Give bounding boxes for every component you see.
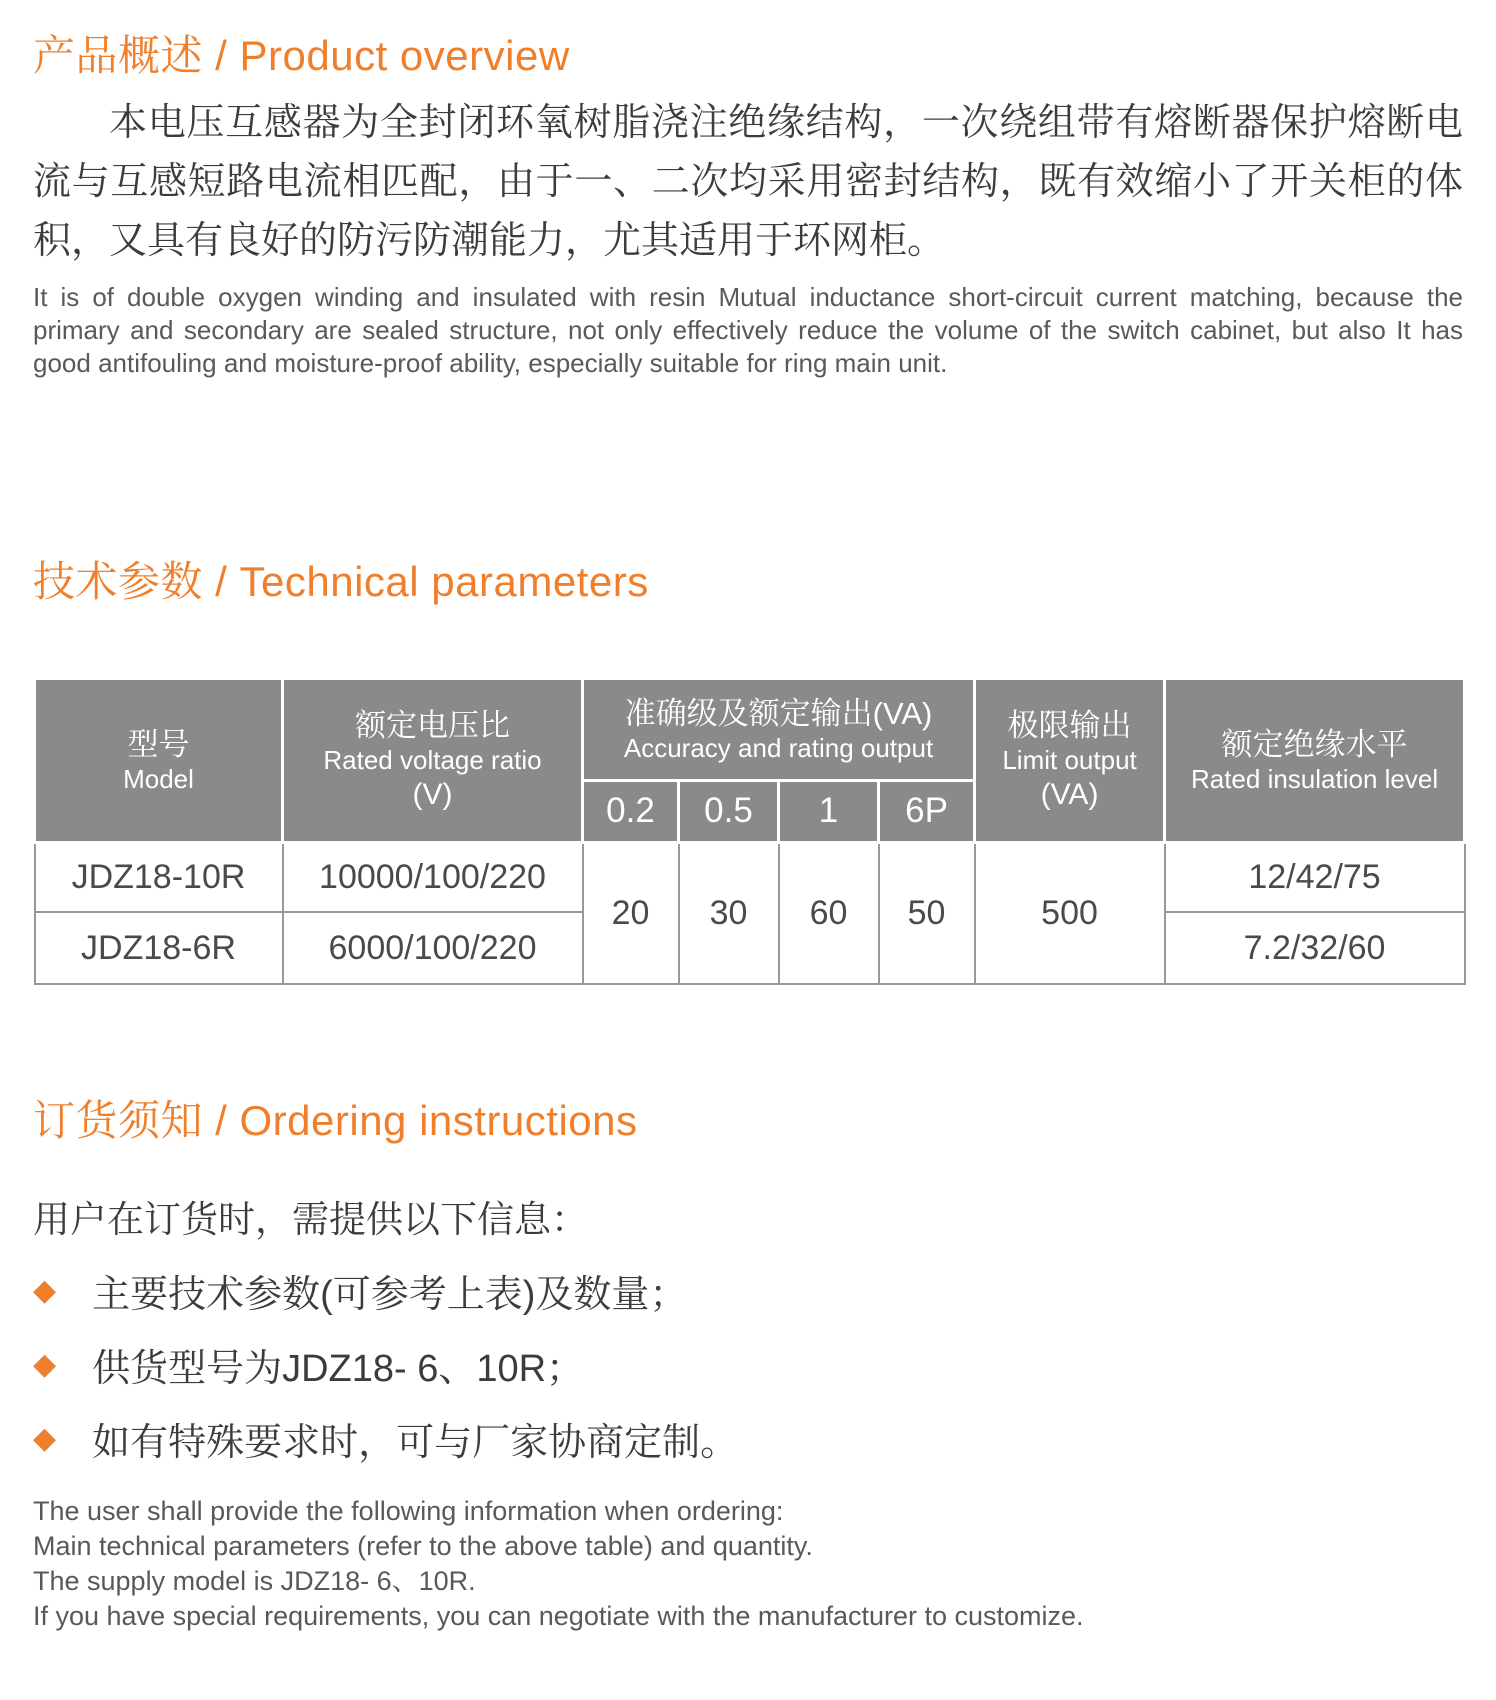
- accuracy-output-cell-6P: 50: [879, 842, 975, 984]
- col-header-accuracy: [583, 678, 975, 780]
- col-header-model-cn: 型号: [127, 726, 190, 762]
- accuracy-class-1: 1: [779, 780, 879, 842]
- overview-text-en: It is of double oxygen winding and insulated with resin Mutual inductance short-circuit current matching, because the primary and secondary are sealed structure, not only effectively reduce the volume of the switch cabinet, but also It has good antifouling and moisture-proof ability, especially suitable for ring main unit.: [33, 282, 1463, 379]
- col-header-limit-cn: 极限输出: [1007, 708, 1132, 744]
- product-overview-heading: 产品概述 / Product overview: [33, 32, 570, 79]
- col-header-accuracy-en: Accuracy and rating output: [623, 732, 934, 763]
- diamond-bullet-icon: ◆: [33, 1348, 57, 1382]
- list-item: [33, 1411, 1463, 1466]
- table-row: [35, 842, 1465, 912]
- col-header-insulation-en: Rated insulation level: [1190, 763, 1439, 794]
- ordering-en-line: The user shall provide the following information when ordering:: [33, 1496, 784, 1527]
- technical-parameters-heading: 技术参数 / Technical parameters: [33, 558, 649, 606]
- bullet-text: 供货型号为JDZ18- 6、10R；: [92, 1348, 585, 1391]
- ratio-cell: 6000/100/220: [283, 912, 583, 984]
- ratio-cell: 10000/100/220: [283, 842, 583, 912]
- col-header-ratio-unit: (V): [412, 777, 453, 811]
- col-header-insulation: [1165, 678, 1465, 842]
- accuracy-class-6P: 6P: [879, 780, 975, 842]
- model-cell: JDZ18-6R: [35, 912, 283, 984]
- bullet-text: 主要技术参数(可参考上表)及数量；: [92, 1274, 688, 1317]
- ordering-en-line: Main technical parameters (refer to the above table) and quantity.: [33, 1531, 813, 1562]
- model-cell: JDZ18-10R: [35, 842, 283, 912]
- col-header-model-en: Model: [123, 763, 194, 794]
- col-header-limit-unit: (VA): [1040, 777, 1099, 811]
- technical-parameters-section: [33, 558, 1463, 985]
- insulation-cell: 7.2/32/60: [1165, 912, 1465, 984]
- ordering-text-en: [33, 1494, 1463, 1634]
- accuracy-class-0.5: 0.5: [679, 780, 779, 842]
- overview-text-cn: 本电压互感器为全封闭环氧树脂浇注绝缘结构，一次绕组带有熔断器保护熔断电流与互感短路电流相匹配，由于一、二次均采用密封结构，既有效缩小了开关柜的体积，又具有良好的防污防潮能力，尤其适用于环网柜。: [33, 102, 1463, 263]
- ordering-intro-cn: 用户在订货时，需提供以下信息：: [33, 1199, 588, 1241]
- ordering-instructions-heading: 订货须知 / Ordering instructions: [33, 1097, 638, 1145]
- diamond-bullet-icon: ◆: [33, 1274, 57, 1308]
- col-header-insulation-cn: 额定绝缘水平: [1221, 726, 1408, 762]
- col-header-ratio: [283, 678, 583, 842]
- ordering-instructions-section: [33, 1097, 1463, 1634]
- insulation-cell: 12/42/75: [1165, 842, 1465, 912]
- ordering-en-line: The supply model is JDZ18- 6、10R.: [33, 1566, 476, 1597]
- ordering-bullet-list: [33, 1263, 1463, 1466]
- col-header-limit-en: Limit output: [1002, 744, 1137, 775]
- accuracy-output-cell-1: 60: [779, 842, 879, 984]
- col-header-ratio-en: Rated voltage ratio: [323, 744, 542, 775]
- col-header-ratio-cn: 额定电压比: [355, 708, 510, 744]
- col-header-accuracy-cn: 准确级及额定输出(VA): [624, 695, 933, 731]
- list-item: [33, 1263, 1463, 1318]
- technical-parameters-table: [33, 677, 1466, 986]
- diamond-bullet-icon: ◆: [33, 1422, 57, 1456]
- accuracy-output-cell-0.5: 30: [679, 842, 779, 984]
- list-item: [33, 1337, 1463, 1392]
- ordering-en-line: If you have special requirements, you can negotiate with the manufacturer to customize.: [33, 1601, 1084, 1632]
- col-header-limit: [975, 678, 1165, 842]
- accuracy-output-cell-0.2: 20: [583, 842, 679, 984]
- accuracy-class-0.2: 0.2: [583, 780, 679, 842]
- col-header-model: [35, 678, 283, 842]
- product-overview-section: [33, 0, 1463, 380]
- bullet-text: 如有特殊要求时，可与厂家协商定制。: [92, 1422, 739, 1465]
- limit-output-cell: 500: [975, 842, 1165, 984]
